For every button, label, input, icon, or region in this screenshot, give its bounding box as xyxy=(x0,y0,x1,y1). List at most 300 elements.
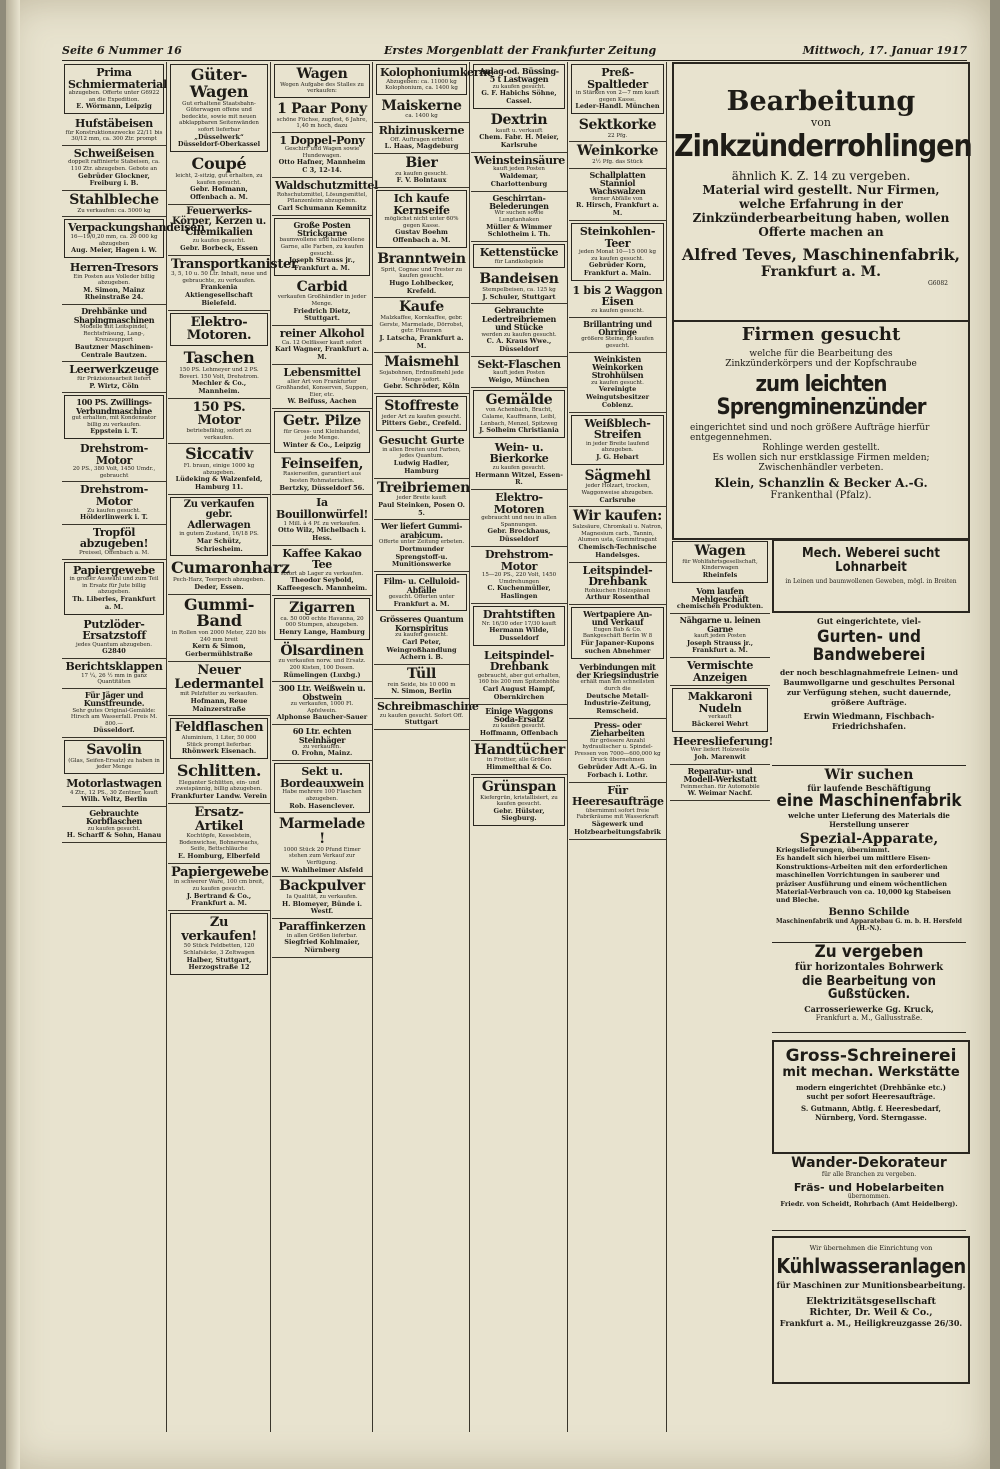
ad-advertiser: Joseph Strauss jr., Frankfurt a. M. xyxy=(288,256,356,272)
ad-advertiser: Halber, Stuttgart, Herzogstraße 12 xyxy=(186,955,252,972)
ad-advertiser: Eppstein i. T. xyxy=(90,427,138,436)
ad-headline: Tropföl abzugeben! xyxy=(79,525,149,551)
ad1-sub: von xyxy=(811,116,831,130)
classified-ad xyxy=(64,562,164,615)
ad2-l2: Zinkzünderkörpers und der Kopfschraube xyxy=(725,358,917,369)
classified-ad xyxy=(569,283,666,318)
ad-body: in allen Breiten und Farben, jedes Quantum. xyxy=(382,446,461,460)
ad-body: Abzugeben: ca. 11000 kg Kolophonium, ca. 1400 kg xyxy=(385,78,458,92)
ad-headline: Sägmehl xyxy=(584,467,651,484)
classified-ad xyxy=(170,497,268,557)
classified-ad xyxy=(569,142,666,168)
ad-headline: Für Heeresaufträge xyxy=(572,783,664,809)
ad-headline: Siccativ xyxy=(185,444,253,464)
newspaper-page xyxy=(6,0,990,1469)
ad-headline: Marmelade ! xyxy=(278,816,366,848)
ad-gross-schreinerei xyxy=(772,1040,970,1154)
ad-advertiser: J. Schuler, Stuttgart xyxy=(482,292,556,301)
ad-body: Wir suchen sowie Lungtanhaken xyxy=(494,210,544,223)
ad-body: Zu verkaufen: ca. 5000 kg xyxy=(77,207,151,214)
classified-ad xyxy=(272,815,372,877)
classified-ad xyxy=(473,244,565,268)
ad-body: erhält man am schnellsten durch die xyxy=(580,679,655,692)
ad6-title: Zu vergeben xyxy=(814,942,924,962)
ad-body: Zu kaufen gesucht. xyxy=(87,507,141,514)
ad-headline: Prima Schmiermaterial xyxy=(68,66,167,91)
classified-ad xyxy=(471,705,567,741)
ad-headline: Anlag-od. Büssing-5 t Lastwagen xyxy=(479,66,559,85)
ad-advertiser: Hermann Wilde, Dusseldorf xyxy=(489,626,549,642)
classified-ad xyxy=(272,546,372,596)
ad-headline: Kaufe xyxy=(399,299,444,316)
classified-ad xyxy=(569,116,666,142)
ad-body: Habe mehrere 100 Flaschen abzugeben. xyxy=(282,789,362,802)
ad-advertiser: Rhönwerk Eisenach. xyxy=(181,747,257,756)
classified-ad xyxy=(272,725,372,761)
column-6 xyxy=(569,62,667,1432)
ad7-name: S. Gutmann, Abtlg. f. Heeresbedarf, xyxy=(801,1104,941,1114)
classified-ad xyxy=(168,205,270,256)
classified-ad xyxy=(471,648,567,705)
ad-advertiser: Rob. Hasenclever. xyxy=(289,801,355,810)
ad-body: in Frottier, alle Größen xyxy=(486,757,552,764)
ad-headline: Leitspindel-Drehbank xyxy=(484,648,554,674)
ad-body: doppelt raffinierte Stabeisen, ca. 110 Ztr. abzugeben. Gebote an xyxy=(68,159,160,172)
classified-ad xyxy=(571,64,664,114)
ad-body: Ia Qualität, zu verkaufen. xyxy=(286,894,358,900)
classified-ad xyxy=(272,365,372,409)
classified-ad xyxy=(471,440,567,490)
ad-advertiser: Carl Schumann Kemnitz xyxy=(277,203,367,212)
ad-body: Kiefergrün, kristallisiert, zu kaufen gesucht. xyxy=(480,794,558,808)
ad-headline: Taschen xyxy=(183,348,255,368)
classified-ad xyxy=(62,689,166,738)
ad-headline: Stahlbleche xyxy=(69,192,159,209)
ad-headline: Sekt-Flaschen xyxy=(477,357,561,371)
ad-advertiser: Sägewerk und Holzbearbeitungsfabrik xyxy=(574,819,661,836)
ad4-title: Gut eingerichtete, viel- xyxy=(817,616,921,626)
ad-body: mit Pelzfutter zu verkaufen. xyxy=(180,691,258,698)
classified-ad xyxy=(374,433,469,478)
ad-advertiser: J. Latscha, Frankfurt a. M. xyxy=(379,333,464,350)
ad5-l3: Kriegslieferungen, übernimmt. xyxy=(776,846,890,855)
ad9-l1: Wir übernehmen die Einrichtung von xyxy=(809,1244,933,1252)
ad-advertiser: Pitters Gebr., Crefeld. xyxy=(381,419,462,428)
ad-body: baumwollene und halbwollene Garne, alle Farben, zu kaufen gesucht. xyxy=(279,237,365,257)
classified-ad xyxy=(62,260,166,305)
ad-headline: Handtücher xyxy=(474,741,565,758)
ad-headline: Carbid xyxy=(296,278,348,295)
ad-advertiser: Carl Peter, Weingroßhandlung Achern i. B. xyxy=(386,637,457,662)
ad-advertiser: Himmelthal & Co. xyxy=(486,763,552,772)
ad-headline: Leerwerkzeuge xyxy=(69,363,159,377)
ad-headline: 1 Doppel-Pony xyxy=(279,133,365,147)
ad-headline: Drehstrom-Motor xyxy=(80,483,148,508)
ad-body: Sehr gutes Original-Gemälde: Hirsch am Wasserfall. Preis M. 800.— xyxy=(70,707,158,727)
ad-advertiser: Waldemar, Charlottenburg xyxy=(490,171,548,188)
ad-headline: 1 Paar Pony xyxy=(277,100,367,117)
column-1 xyxy=(62,62,205,1432)
ad-headline: Wein- u. Bierkorke xyxy=(489,440,549,466)
ad-headline: Ersatz-Artikel xyxy=(194,804,244,834)
classified-ad xyxy=(471,192,567,243)
ad-advertiser: Hofmann, Reue Mainzerstraße xyxy=(190,696,248,713)
classified-ad xyxy=(272,682,372,725)
ad-advertiser: Mechler & Co., Mannheim. xyxy=(191,379,247,395)
ad-headline: Wir kaufen: xyxy=(573,508,662,525)
ad-headline: Film- u. Celluloid-Abfälle xyxy=(383,576,460,595)
ad-body: jeder Breite kauft xyxy=(396,495,447,502)
ad-headline: Ia Bouillonwürfel! xyxy=(275,496,368,521)
ad-headline: Grösseres Quantum Kornspiritus xyxy=(379,614,464,633)
ad-advertiser: C. Kuchenmüller, Haslingen xyxy=(487,584,551,601)
ad-body: 3, 5, 10 u. 50 Ltr. Inhalt, neue und gebrauchte, zu verkaufen. xyxy=(171,271,267,284)
ad-headline: 100 PS. Zwillings-Verbundmaschine xyxy=(76,397,152,416)
classified-ad xyxy=(376,574,467,611)
classified-ad xyxy=(569,661,666,719)
ad-body: 15—20 PS., 220 Volt, 1450 Umdrehungen xyxy=(481,572,557,585)
classified-ad xyxy=(471,741,567,775)
ad-body: in großer Auswahl und zum Teil in Ersatz für Jute billig abzugeben. xyxy=(69,576,159,596)
ad-advertiser: H. Blomeyer, Bünde i. Westf. xyxy=(282,899,362,916)
ad-advertiser: Chem. Fabr. H. Meier, Karlsruhe xyxy=(479,133,559,150)
ad-headline: 150 PS. Motor xyxy=(192,399,246,429)
ad-body: 17 ¼, 26 ½ mm in ganz Quantitäten xyxy=(81,672,147,686)
ad-body: Kochtöpfe, Kesselstein, Bodenwichse, Bohnerwachs, Seife, Bettschläuche xyxy=(179,833,259,853)
ad8-l1: für alle Branchen zu vergeben. xyxy=(821,1170,917,1178)
ad-advertiser: Gebr. Hofmann, Offenbach a. M. xyxy=(190,185,248,201)
ad-advertiser: Müller & Wimmer Schlotheim i. Th. xyxy=(486,222,552,239)
ad-headline: Schlitten. xyxy=(176,761,262,781)
ad2-title: Firmen gesucht xyxy=(741,324,901,345)
ad-advertiser: Lüdeking & Walzenfeld, Hamburg 11. xyxy=(175,475,263,491)
ad-headline: Preß-Spaltleder xyxy=(587,66,648,91)
ad-advertiser: „Düsselwerk“ Düsseldorf-Oberkassel xyxy=(177,132,261,149)
ad-body: Feinmechan. für Automobile xyxy=(680,783,760,790)
ad-headline: Weißblech-Streifen xyxy=(584,416,651,442)
classified-ad xyxy=(672,541,768,583)
ad2-name: Klein, Schanzlin & Becker A.-G. xyxy=(714,476,928,491)
classified-ad xyxy=(670,734,773,765)
ad-zu-vergeben xyxy=(772,944,966,1033)
ad-headline: Maiskerne xyxy=(381,97,462,114)
ad-body: (Glas, Seifen-Ersatz) zu haben in jeder Menge xyxy=(68,757,160,771)
ad-body: sofort ab Lager zu verkaufen. xyxy=(280,570,364,577)
classified-ad xyxy=(62,362,166,393)
ad-advertiser: Frankfurter Landw. Verein xyxy=(171,792,267,801)
ad-body: 16—19/0,20 mm, ca. 20 000 kg abzugeben xyxy=(70,233,158,247)
classified-ad xyxy=(274,763,370,813)
ad-advertiser: L. Haas, Magdeburg xyxy=(384,142,459,151)
ad-headline: Paraffinkerzen xyxy=(278,920,366,934)
ad-advertiser: Hoffmann, Offenbach xyxy=(479,728,559,737)
column-4 xyxy=(374,62,494,1432)
classified-ad xyxy=(170,313,268,346)
ad-body: verkaufen Großhändler in jeder Menge. xyxy=(277,294,367,308)
ad-headline: Reparatur- und Modell-Werkstatt xyxy=(683,765,757,785)
classified-ad xyxy=(168,154,270,205)
ad-headline: Rhizinuskerne xyxy=(378,124,465,138)
ad-headline: Zigarren xyxy=(289,600,355,616)
classified-ad xyxy=(272,278,372,326)
ad-wander-dekorateur xyxy=(772,1154,966,1231)
ad-headline: Putzlöder-Ersatzstoff xyxy=(82,617,146,643)
classified-ad xyxy=(168,864,270,911)
classified-ad xyxy=(272,877,372,919)
ad-body: kauft u. verkauft xyxy=(495,127,543,134)
ad-body: Stempelbeisen, ca. 125 kg xyxy=(482,286,556,293)
ad-headline: Feinseifen, xyxy=(280,455,364,472)
ad-body: schöne Füchse, zugfest, 6 Jahre, 1,40 m hoch, dazu xyxy=(276,116,368,130)
ad-body: 1 Mill. à 4 Pf. zu verkaufen. xyxy=(283,520,361,527)
ad-headline: Schallplatten Stanniol Wachswalzen xyxy=(589,169,646,197)
ad-headline: Nähgarne u. leinen Garne xyxy=(679,615,761,634)
classified-ad xyxy=(168,444,270,495)
ad-headline: Schreibmaschine xyxy=(377,700,479,714)
ad-body: jeder Art zu kaufen gesucht. xyxy=(381,413,462,420)
ad2-city: Frankenthal (Pfalz). xyxy=(770,490,872,502)
ad-body: aller Art von Frankfurter Großhandel, Konserven, Suppen, Eier, etc. xyxy=(275,378,369,398)
classified-ad xyxy=(62,305,166,362)
classified-ad xyxy=(471,270,567,304)
ad-headline: Brillantring und Ohrringe xyxy=(583,318,652,337)
ad-headline: Lebensmittel xyxy=(283,365,361,379)
ad-body: ca. 50 000 echte Havanna, 20 000 Stumpen, abzugeben. xyxy=(280,615,364,629)
ad-headline: Weinsteinsäure xyxy=(474,153,565,167)
classified-ad xyxy=(473,64,565,109)
ad-body: kauft jeden Posten xyxy=(493,370,545,377)
ad-headline: Wagen xyxy=(694,543,746,559)
ad7-title: Gross-Schreinerei xyxy=(785,1046,957,1066)
ad-body: zu kaufen gesucht. xyxy=(492,723,546,730)
ad-advertiser: Kern & Simon, Gerbermühlstraße xyxy=(185,642,253,659)
classified-ad xyxy=(473,390,565,438)
ad-body: in allen Größen lieferbar. xyxy=(286,932,358,939)
ad1-name: Alfred Teves, Maschinenfabrik, xyxy=(681,244,961,264)
ad-advertiser: J. G. Hebart xyxy=(596,452,639,461)
header-right: Mittwoch, 17. Januar 1917 xyxy=(802,44,967,57)
ad-advertiser: Gustav Boehm Offenbach a. M. xyxy=(392,228,451,245)
ad6-city: Frankfurt a. M., Gallusstraße. xyxy=(815,1014,923,1023)
classified-ad xyxy=(170,718,268,759)
ad-body: Pech-Harz, Teerpech abzugeben. xyxy=(173,577,265,584)
ad5-l1: für laufende Beschäftigung xyxy=(807,782,931,793)
ad-advertiser: Chemisch-Technische Handelsges. xyxy=(578,542,657,559)
classified-ad xyxy=(471,111,567,153)
ad-advertiser: Rümelingen (Luxbg.) xyxy=(283,670,361,679)
ad-body: rein Seide, bis 10 000 m xyxy=(387,681,456,688)
ad-headline: Tüll xyxy=(407,666,436,683)
ad-headline: Vom laufen Mehlgeschäft xyxy=(691,585,749,605)
classified-ad xyxy=(471,304,567,356)
ad-advertiser: Dortmunder Sprengstoff-u. Munitionswerke xyxy=(391,544,452,569)
ad-headline: Leitspindel-Drehbank xyxy=(582,563,653,589)
ad-body: Rohschutzmittel, Lösungsmittel, Pflanzenleim abzugeben. xyxy=(276,191,368,205)
ad-headline: reiner Alkohol xyxy=(279,327,365,341)
ad-body: 20 PS., 380 Volt, 1450 Umdr., gebraucht xyxy=(72,466,156,479)
classified-ad xyxy=(374,665,469,699)
ad-body: Geschirr und Wagen sowie Hundewagen. xyxy=(284,146,360,159)
ad-advertiser: Arthur Rosenthal xyxy=(585,593,650,602)
classified-ad xyxy=(168,595,270,662)
ad-body: in Rollen von 2000 Meter, 220 bis 240 mm breit xyxy=(171,630,267,643)
ad-body: zu kaufen gesucht. xyxy=(591,379,644,386)
ad-body: 50 Stück Feldbetten, 120 Schlafsäcke, 3 Zeltwagen xyxy=(183,943,255,957)
ad-advertiser: Wilh. Veltz, Berlin xyxy=(80,795,148,804)
column-3 xyxy=(272,62,378,1432)
classified-ad xyxy=(272,919,372,958)
ad8-name: Friedr. von Scheidt, Rohrbach (Amt Heidelberg). xyxy=(780,1200,958,1209)
ad-body: ca. 1400 kg xyxy=(405,113,438,120)
column-2 xyxy=(168,62,298,1432)
classified-ad xyxy=(168,804,270,864)
page-binding xyxy=(6,0,20,1469)
classified-ad xyxy=(569,169,666,221)
ad-body: zu kaufen gesucht. xyxy=(395,632,448,639)
classified-ad xyxy=(670,658,770,686)
ad-headline: Ich kaufe Kernseife xyxy=(393,192,450,217)
ad-body: zu kaufen gesucht. xyxy=(87,825,141,832)
ad-body: zu kaufen gesucht. xyxy=(492,83,546,90)
ad-headline: Cumaronharz xyxy=(171,558,290,578)
ad-advertiser: F. V. Bolntaux xyxy=(396,176,447,185)
classified-ad xyxy=(374,97,469,123)
ad-advertiser: Th. Liberles, Frankfurt a. M. xyxy=(72,594,156,611)
ad-body: übernimmt sofort freie Fabrikräume mit Wasserkraft xyxy=(576,807,659,821)
ad-advertiser: Hugo Lohlbecker, Krefeld. xyxy=(389,278,454,295)
ad-body: 4 Ztr., 12 PS., 30 Zentner, kauft xyxy=(69,789,159,796)
ad-body: leicht, 2-sitzig, gut erhalten, zu kaufen gesucht. xyxy=(175,172,263,186)
ad-body: von Achenbach, Bracht, Calame, Kauffmann, Leibl, Lenbach, Menzel, Spitzweg xyxy=(480,407,558,427)
ad-headline: Press- oder Zieharbeiten xyxy=(590,719,645,739)
classified-ad xyxy=(473,777,565,826)
ad-advertiser: Rheinfels xyxy=(702,570,738,579)
classified-ad xyxy=(272,495,372,545)
ad9-l2: für Maschinen zur Munitionsbearbeitung. xyxy=(776,1280,966,1290)
ad-advertiser: Alphonse Baucher-Sauer xyxy=(276,713,368,722)
ad-advertiser: Joseph Strauss jr., Frankfurt a. M. xyxy=(686,638,754,655)
ad-headline: Heereslieferung! xyxy=(673,734,773,748)
ad-headline: Sektkorke xyxy=(578,117,657,134)
ad-headline: Wagen xyxy=(296,66,348,82)
classified-ad xyxy=(168,399,270,444)
ad-headline: Gemälde xyxy=(485,391,553,408)
ad-body: jeden Monat 10—15 000 kg zu kaufen gesucht. xyxy=(578,249,657,262)
ad2-l4: Rohlinge werden gestellt. xyxy=(762,443,880,454)
ad-headline: Kettenstücke xyxy=(479,246,559,260)
classified-ad xyxy=(569,563,666,605)
ad-advertiser: W. Beifuss, Aachen xyxy=(287,397,357,406)
ad-advertiser: G. F. Habichs Söhne, Cassel. xyxy=(481,89,557,106)
classified-ad xyxy=(374,250,469,298)
ad-headline: Herren-Tresors xyxy=(69,260,159,274)
classified-ad xyxy=(272,100,372,133)
ad-advertiser: Theodor Seybold, Kaffeegesch. Mannheim. xyxy=(276,576,368,593)
classified-ad xyxy=(376,64,494,95)
ad-headline: Steinkohlen-Teer xyxy=(579,225,656,250)
ad-headline: 300 Ltr. Weißwein u. Obstwein xyxy=(278,683,366,702)
ad-advertiser: Gebrüder Korn, Frankfurt a. Main. xyxy=(583,261,652,278)
ad-headline: Drehstrom-Motor xyxy=(80,442,148,467)
ad4-l1: der noch beschlagnahmefreie Leinen- und Baumwollgarne und geschultes Personal zur Verfügung stehen, sucht dauernde, größere Aufträge. xyxy=(780,667,958,708)
classified-ad xyxy=(62,659,166,689)
ad-advertiser: Joh. Marenwit xyxy=(694,752,746,761)
ad-body: jedes Quantum abzugeben. xyxy=(76,641,152,648)
classified-ad xyxy=(569,783,666,840)
ad-advertiser: Siegfried Kohlmaier, Nürnberg xyxy=(284,938,360,955)
ad-headline: Savolin xyxy=(86,742,142,759)
ad-headline: Bier xyxy=(405,154,438,171)
ad-advertiser: Bäckerei Wehrt xyxy=(691,720,749,728)
ad-headline: Schweißeisen xyxy=(73,146,155,160)
ad5-city: Maschinenfabrik und Apparatebau G. m. b. H. Hersfeld (H.-N.). xyxy=(776,917,962,932)
ad-advertiser: C. A. Kraus Wwe., Düsseldorf xyxy=(486,337,552,353)
ad-advertiser: G2840 xyxy=(102,647,126,656)
ad-body: Offerte unter Zeitung erbeten. xyxy=(378,539,465,546)
ad-body: gut erhalten, mit Kondensator billig zu verkaufen. xyxy=(71,415,157,428)
ad-headline: Hufstäbeisen xyxy=(75,117,153,131)
ad-advertiser: Winter & Co., Leipzig xyxy=(283,440,361,449)
classified-ad xyxy=(64,395,164,439)
ad-advertiser: R. Hirsch, Frankfurt a. M. xyxy=(576,201,659,218)
ad-body: zu verkaufen, 1000 Fl. Apfelwein. xyxy=(290,701,354,714)
classified-ad xyxy=(272,642,372,683)
ad-advertiser: Stuttgart xyxy=(404,718,439,727)
ad-advertiser: Gebrüder Adt A.-G. in Forbach i. Lothr. xyxy=(578,763,657,779)
ad5-title: Wir suchen xyxy=(824,767,914,783)
ad-headline: Für Jäger und Kunstfreunde. xyxy=(83,689,145,709)
ad-advertiser: Deutsche Metall-Industrie-Zeitung, Remscheid. xyxy=(583,691,652,716)
ad-advertiser: Gebr. Schröder, Köln xyxy=(383,382,460,391)
ad-headline: Maismehl xyxy=(384,354,459,371)
ad-headline: Transportkanister xyxy=(171,256,298,272)
ad-body: 150 PS. Lehmeyer und 2 PS. Boveri. 150 Volt, Drehstrom. xyxy=(179,366,259,380)
ad-headline: Weinkorke xyxy=(576,143,659,160)
ad-headline: Papiergewebe xyxy=(72,563,155,577)
ad3-l1: in Leinen und baumwollenen Geweben, mögl. in Breiten xyxy=(785,578,957,586)
ad-advertiser: J. Solheim Christiania xyxy=(479,426,559,435)
ad-body: gesucht. Offerten unter xyxy=(388,593,455,600)
ad-body: kauft jeden Posten xyxy=(694,633,746,640)
ad-headline: Neuer Ledermantel xyxy=(174,663,264,692)
classified-ad xyxy=(471,357,567,388)
ad-advertiser: Gebr. Hülster, Siegburg. xyxy=(493,806,545,823)
ad-headline: Kaffee Kakao Tee xyxy=(282,546,362,572)
ad-body: in gutem Zustand, 16/18 PS. xyxy=(179,531,259,538)
ad-headline: Einige Waggons Soda-Ersatz xyxy=(485,705,553,724)
ad5-name: Benno Schilde xyxy=(828,906,910,918)
ad-body: kauft jeden Posten xyxy=(493,166,545,173)
ad-body: zu kaufen gesucht. xyxy=(192,238,246,245)
classified-ad xyxy=(274,598,370,640)
ad-headline: Güter-Wagen xyxy=(189,65,249,101)
ad-advertiser: Hermann Witzel, Essen-R. xyxy=(475,470,563,487)
ad-advertiser: O. Frohn, Mainz. xyxy=(291,749,353,758)
ad-advertiser: Aug. Meier, Hagen i. W. xyxy=(71,246,157,255)
ad-headline: Drahtstiften xyxy=(482,607,556,621)
ad-body: ferner Abfälle von xyxy=(592,195,643,202)
header-left: Seite 6 Nummer 16 xyxy=(62,44,182,57)
ad-body: Wer liefert Holzwolle xyxy=(690,747,750,754)
ad8-title2: Fräs- und Hobelarbeiten xyxy=(793,1180,945,1194)
ad7-title2: mit mechan. Werkstätte xyxy=(782,1064,960,1080)
ad-body: in Stärken von 2—7 mm kauft gegen Kasse. xyxy=(575,90,660,103)
classified-ad xyxy=(62,441,166,482)
classified-ad xyxy=(374,154,469,188)
classified-ad xyxy=(62,525,166,560)
ad-body: Sojabohnen, Erdnußmehl jede Menge sofort. xyxy=(379,370,464,383)
ad-body: gebraucht, aber gut erhalten, 160 bis 200 mm Spitzenhöhe xyxy=(477,672,561,686)
